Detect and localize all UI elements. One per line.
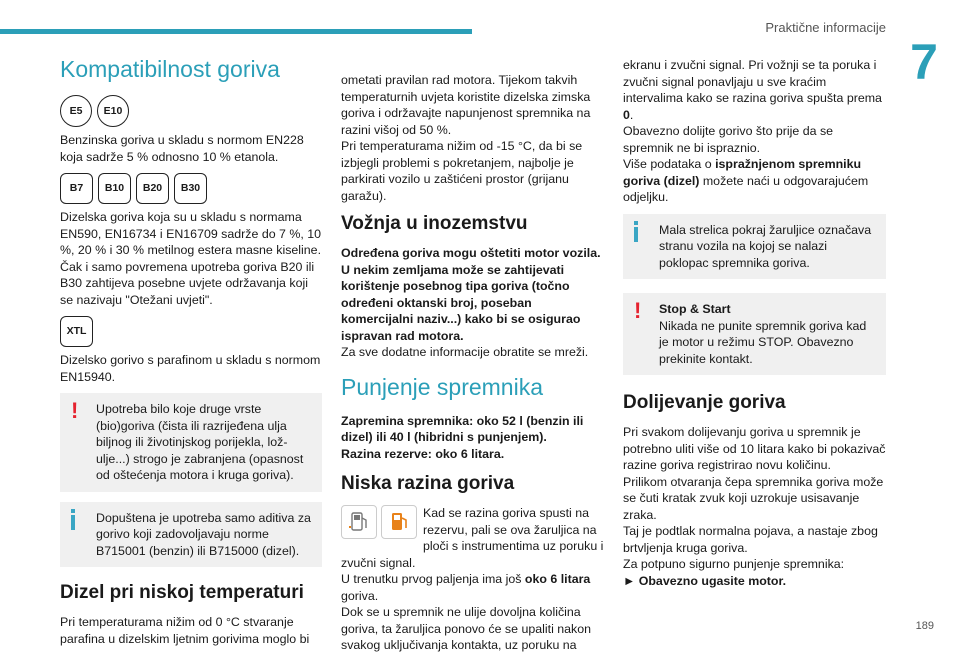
step-stop-engine: ► Obavezno ugasite motor.: [623, 573, 787, 588]
tank-capacity-text: Zapremina spremnika: oko 52 l (benzin ili dizel) ili 40 l (hibridni s punjenjem).: [341, 413, 584, 444]
abroad-warning-text: Određena goriva mogu oštetiti motor vozila. U nekim zemljama može se zahtijevati korištenje posebnog tipa goriva (točno određeni oktanski broj, poseban komercijalni naziv...) kako bi se osigurao ispravan rad motora.: [341, 246, 601, 343]
refuel-litres-text: Pri svakom dolijevanju goriva u spremnik je potrebno uliti više od 10 litara kako bi pokazivač razine goriva registrirao novu količinu.: [623, 425, 886, 472]
heading-refuelling: Dolijevanje goriva: [623, 392, 786, 413]
refuel-vacuum-text: Taj je podtlak normalna pojava, a nastaje zbog brtvljenja kruga goriva.: [623, 524, 878, 555]
fuel-pump-amber-icon: [381, 505, 417, 539]
warning-box-stop-start: [623, 293, 886, 375]
b30-badge-icon: B30: [174, 173, 207, 204]
warning-text: Upotreba bilo koje druge vrste (bio)goriva (čista ili razrijeđena ulja biljnog ili životinjskog porijekla, lož-ulje...) strogo je zabranjena (opasnost od oštećenja motora i kruga goriva).: [96, 402, 304, 482]
warning-icon: !: [634, 298, 642, 323]
column-3: [623, 57, 886, 597]
b20-badge-icon: B20: [136, 173, 169, 204]
xtl-badge-icon: XTL: [60, 316, 93, 347]
fuel-pump-outline-icon: [341, 505, 377, 539]
garage-text: Pri temperaturama nižim od -15 °C, da bi se izbjegli problemi s pokretanjem, najbolje je parkirati vozilo u zaštićeni prostor (grijanu garažu).: [341, 139, 583, 203]
xtl-text: Dizelsko gorivo s parafinom u skladu s normom EN15940.: [60, 353, 321, 384]
refuel-safety-text: Za potpuno sigurno punjenje spremnika:: [623, 557, 845, 571]
e10-badge-icon: E10: [97, 95, 129, 127]
info-box-arrow: [623, 214, 886, 280]
low-fuel-lamp-text: Kad se razina goriva spusti na rezervu, pali se ova žaruljica na ploči s instrumentima uz poruku i zvučni signal.: [341, 506, 604, 570]
page-number: 189: [915, 620, 934, 632]
abroad-network-text: Za sve dodatne informacije obratite se mreži.: [341, 345, 589, 359]
info-icon: [634, 221, 639, 242]
info-icon: [71, 509, 76, 530]
more-info-text: Više podataka o ispražnjenom spremniku goriva (dizel) možete naći u odgovarajućem odjeljku.: [623, 157, 869, 204]
chapter-number: 7: [910, 34, 938, 90]
heading-driving-abroad: Vožnja u inozemstvu: [341, 213, 528, 234]
warning-title: Stop & Start: [659, 302, 731, 316]
e5-badge-icon: E5: [60, 95, 92, 127]
diesel-badges: [60, 173, 322, 204]
low-fuel-litres-text: U trenutku prvog paljenja ima još oko 6 litara goriva.: [341, 572, 591, 603]
screen-message-text: ekranu i zvučni signal. Pri vožnji se ta poruka i zvučni signal ponavljaju u sve kraćim intervalima kako se razina goriva spušta prema 0.: [623, 58, 882, 122]
warning-box-biofuel: [60, 393, 322, 492]
heading-diesel-low-temp: Dizel pri niskoj temperaturi: [60, 582, 304, 603]
b10-badge-icon: B10: [98, 173, 131, 204]
column-2: [341, 72, 607, 662]
b7-badge-icon: B7: [60, 173, 93, 204]
low-fuel-repeat-text: Dok se u spremnik ne ulije dovoljna količina goriva, ta žaruljica ponovo će se upaliti nakon svakog uključivanja kontakta, uz poruku na: [341, 605, 592, 652]
diesel-text: Dizelska goriva koja su u skladu s normama EN590, EN16734 i EN16709 sadrže do 7 %, 10 %, 20 % i 30 % metilnog estera masne kiseline. Čak i samo povremena upotreba goriva B20 ili B30 zahtijeva posebne uvjete održavanja koji se nazivaju "Otežani uvjeti".: [60, 210, 322, 307]
warning-icon: !: [71, 398, 79, 423]
column-1: [60, 55, 322, 655]
arrow-right-icon: ►: [623, 573, 636, 588]
info-text: Mala strelica pokraj žaruljice označava stranu vozila na kojoj se nalazi poklopac spremnika goriva.: [659, 222, 872, 270]
warning-text: Nikada ne punite spremnik goriva kad je motor u režimu STOP. Obavezno prekinite kontakt.: [659, 318, 867, 366]
refuel-cap-text: Prilikom otvaranja čepa spremnika goriva može se čuti kratak zvuk koji uzrokuje usisavanje zraka.: [623, 474, 884, 522]
fuel-warning-lamps: [341, 505, 417, 539]
info-box-additives: [60, 502, 322, 568]
heading-fuel-compatibility: Kompatibilnost goriva: [60, 56, 280, 82]
petrol-text: Benzinska goriva u skladu s normom EN228 koja sadrže 5 % odnosno 10 % etanola.: [60, 133, 304, 164]
info-text: Dopuštena je upotreba samo aditiva za gorivo koji zadovoljavaju norme B715001 (benzin) ili B715000 (dizel).: [96, 510, 311, 558]
diesel-low-temp-text: Pri temperaturama nižim od 0 °C stvaranje parafina u dizelskim ljetnim gorivima moglo bi: [60, 615, 310, 646]
header-accent-bar: [0, 29, 472, 34]
winter-fuel-text: ometati pravilan rad motora. Tijekom takvih temperaturnih uvjeta koristite dizelska zimska goriva i održavajte napunjenost spremnika na razini višoj od 50 %.: [341, 73, 591, 137]
petrol-badges: [60, 95, 322, 127]
heading-tank-filling: Punjenje spremnika: [341, 373, 544, 400]
heading-low-fuel: Niska razina goriva: [341, 473, 515, 494]
xtl-badges: [60, 316, 322, 347]
reserve-level-text: Razina rezerve: oko 6 litara.: [341, 446, 505, 461]
section-title: Praktične informacije: [765, 20, 886, 35]
refuel-soon-text: Obavezno dolijte gorivo što prije da se spremnik ne bi ispraznio.: [623, 124, 834, 155]
